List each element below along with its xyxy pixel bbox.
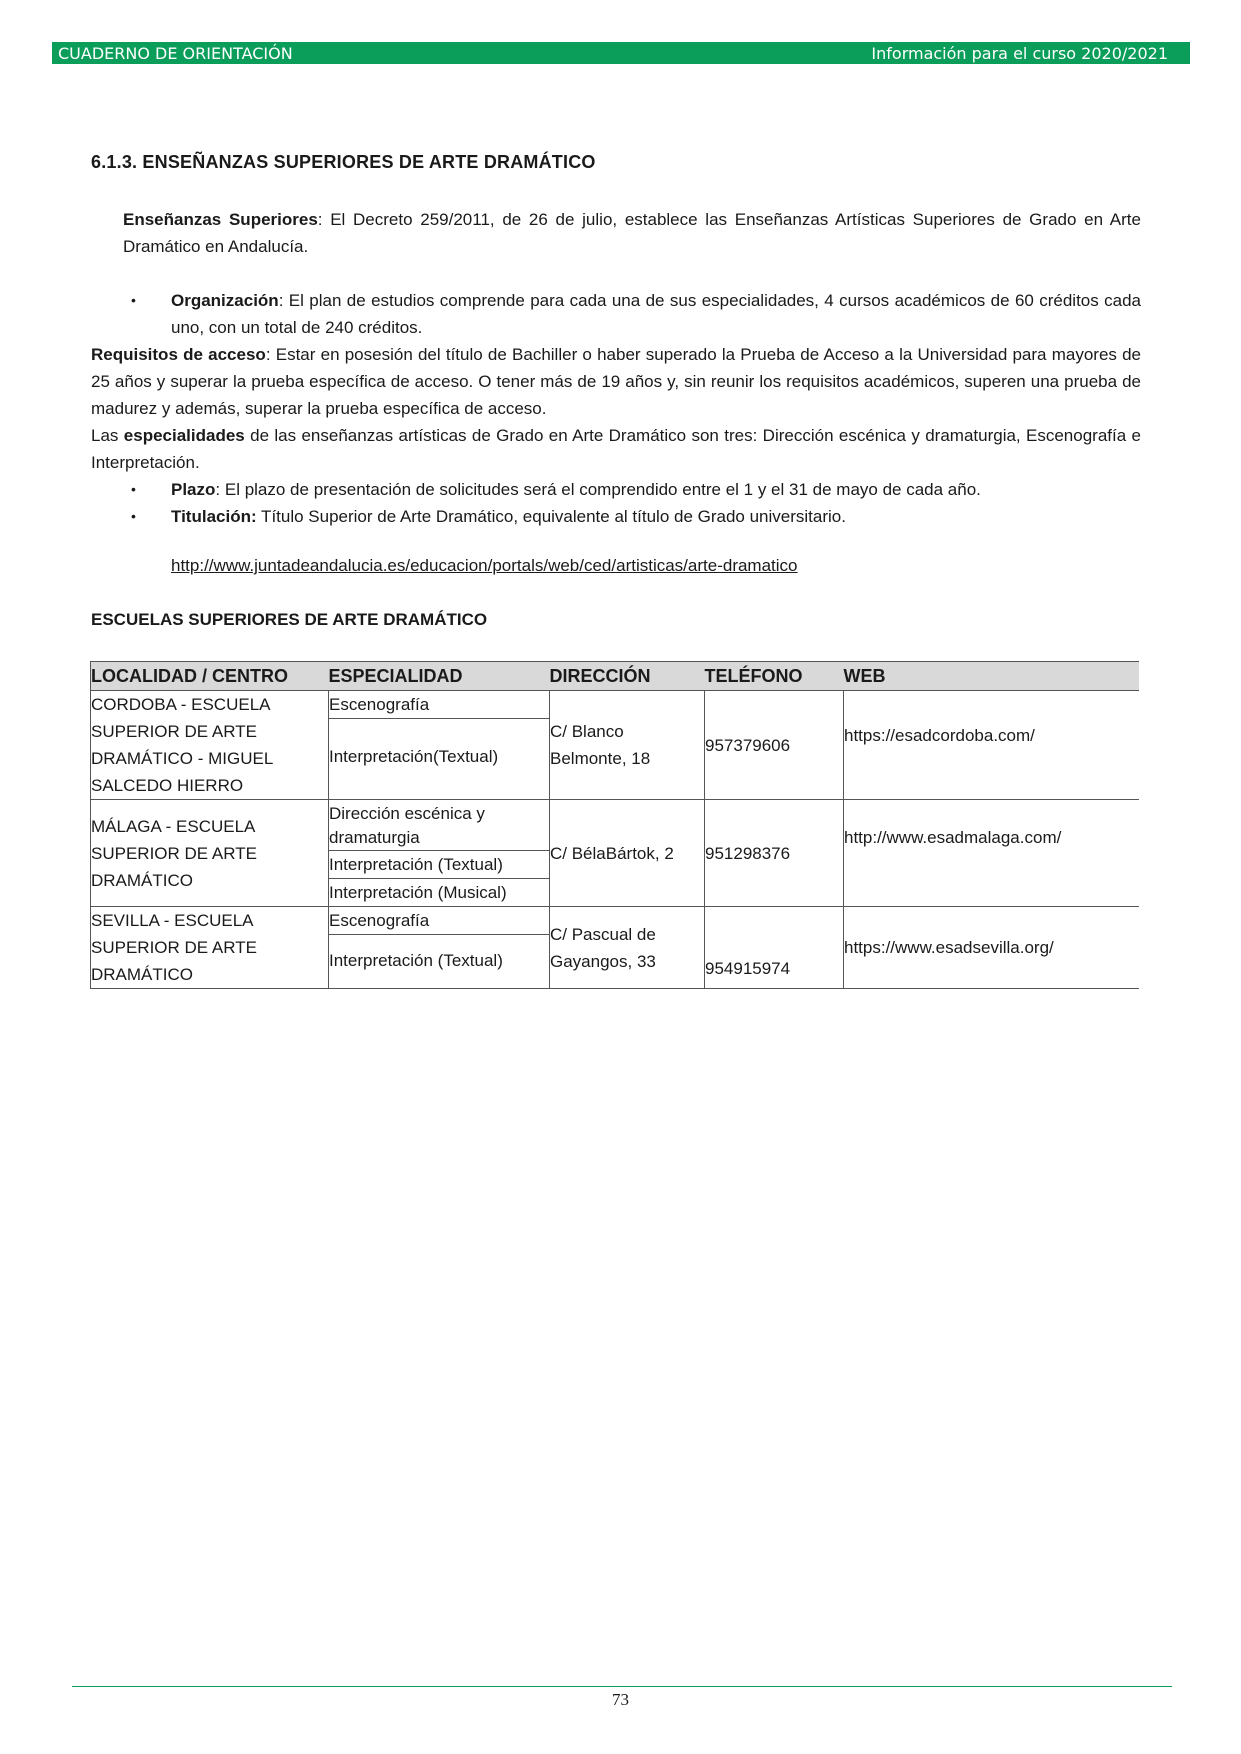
centro-cell: MÁLAGA - ESCUELA SUPERIOR DE ARTE DRAMÁTICO xyxy=(91,800,329,907)
centro-cell: SEVILLA - ESCUELA SUPERIOR DE ARTE DRAMÁTICO xyxy=(91,907,329,989)
header-bar xyxy=(52,42,1190,64)
content-body xyxy=(91,206,1141,530)
web-cell: https://esadcordoba.com/ xyxy=(844,691,1140,800)
especialidad-item: Dirección escénica y dramaturgia xyxy=(329,800,549,851)
bullet-icon: • xyxy=(131,508,136,524)
schools-title: ESCUELAS SUPERIORES DE ARTE DRAMÁTICO xyxy=(91,610,488,629)
titulacion-bullet: • Titulación: Título Superior de Arte Dramático, equivalente al título de Grado universitario. xyxy=(91,503,1141,530)
bullet-icon: • xyxy=(131,481,136,497)
header-right-title: Información para el curso 2020/2021 xyxy=(871,43,1168,63)
centro-cell: CORDOBA - ESCUELA SUPERIOR DE ARTE DRAMÁTICO - MIGUEL SALCEDO HIERRO xyxy=(91,691,329,800)
especialidad-item: Interpretación(Textual) xyxy=(329,747,499,766)
table-row xyxy=(91,800,1140,907)
telefono-cell: 954915974 xyxy=(705,907,844,989)
column-header: LOCALIDAD / CENTRO xyxy=(91,662,329,691)
column-header: WEB xyxy=(844,662,1140,691)
plazo-bullet: • Plazo: El plazo de presentación de solicitudes será el comprendido entre el 1 y el 31 de mayo de cada año. xyxy=(91,476,1141,503)
especialidad-item: Interpretación (Textual) xyxy=(329,951,503,970)
especialidad-cell xyxy=(329,800,550,907)
table-row xyxy=(91,691,1140,800)
direccion-cell: C/ BélaBártok, 2 xyxy=(550,800,705,907)
section-title: 6.1.3. ENSEÑANZAS SUPERIORES DE ARTE DRAMÁTICO xyxy=(91,152,596,172)
column-header: ESPECIALIDAD xyxy=(329,662,550,691)
page-number: 73 xyxy=(612,1690,629,1709)
column-header: TELÉFONO xyxy=(705,662,844,691)
direccion-cell: C/ Blanco Belmonte, 18 xyxy=(550,691,705,800)
especialidad-item: Interpretación (Musical) xyxy=(329,883,507,902)
telefono-cell: 957379606 xyxy=(705,691,844,800)
schools-table xyxy=(90,661,1139,989)
arte-dramatico-link[interactable]: http://www.juntadeandalucia.es/educacion/portals/web/ced/artisticas/arte-dramatico xyxy=(171,556,798,575)
especialidad-item: Escenografía xyxy=(329,907,549,935)
header-left-title: CUADERNO DE ORIENTACIÓN xyxy=(58,43,293,63)
column-header: DIRECCIÓN xyxy=(550,662,705,691)
organizacion-bullet: • Organización: El plan de estudios comprende para cada una de sus especialidades, 4 cursos académicos de 60 créditos cada uno, con un total de 240 créditos. xyxy=(91,287,1141,341)
web-cell: https://www.esadsevilla.org/ xyxy=(844,907,1140,989)
table-header-row xyxy=(91,662,1140,691)
direccion-cell: C/ Pascual de Gayangos, 33 xyxy=(550,907,705,989)
intro-paragraph: Enseñanzas Superiores: El Decreto 259/2011, de 26 de julio, establece las Enseñanzas Artísticas Superiores de Grado en Arte Dramático en Andalucía. xyxy=(123,210,1141,256)
especialidad-cell xyxy=(329,907,550,989)
especialidades-paragraph: Las especialidades de las enseñanzas artísticas de Grado en Arte Dramático son tres: Dirección escénica y dramaturgia, Escenografía e Interpretación. xyxy=(91,426,1141,472)
especialidad-cell xyxy=(329,691,550,800)
web-cell: http://www.esadmalaga.com/ xyxy=(844,800,1140,907)
telefono-cell: 951298376 xyxy=(705,800,844,907)
requisitos-paragraph: Requisitos de acceso: Estar en posesión del título de Bachiller o haber superado la Prueba de Acceso a la Universidad para mayores de 25 años y superar la prueba específica de acceso. O tener más de 19 años y, sin reunir los requisitos académicos, superen una prueba de madurez y además, superar la prueba específica de acceso. xyxy=(91,345,1142,418)
especialidad-item: Interpretación (Textual) xyxy=(329,851,549,879)
table-row xyxy=(91,907,1140,989)
bullet-icon: • xyxy=(131,292,136,308)
especialidad-item: Escenografía xyxy=(329,691,549,719)
footer-divider xyxy=(72,1686,1172,1687)
